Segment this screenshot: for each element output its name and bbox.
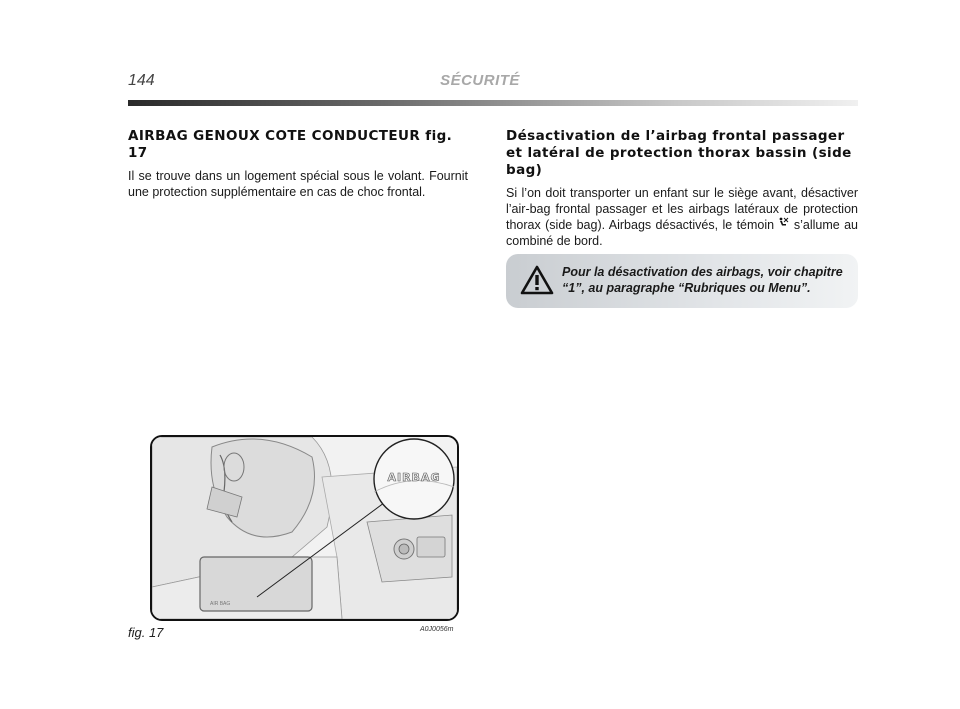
warning-text: Pour la désactivation des airbags, voir chapitre “1”, au paragraphe “Rubriques ou Menu”.	[562, 265, 843, 295]
warning-box	[506, 254, 858, 308]
right-column	[506, 128, 858, 249]
warning-triangle-icon	[520, 265, 554, 295]
figure-caption: fig. 17	[128, 625, 164, 640]
knee-airbag-heading: AIRBAG GENOUX COTE CONDUCTEUR fig. 17	[128, 128, 453, 161]
magnified-airbag-label: AIRBAG	[387, 471, 441, 484]
knee-airbag-description: Il se trouve dans un logement spécial sous le volant. Fournit une protection supplémentaire en cas de choc frontal.	[128, 169, 468, 199]
deactivation-description	[506, 185, 858, 249]
header-rule	[128, 100, 858, 106]
deactivation-text-end: s’allume au combiné de bord.	[506, 218, 859, 248]
airbag-off-indicator-icon	[778, 216, 789, 232]
page-number: 144	[128, 72, 155, 89]
section-title: SÉCURITÉ	[440, 72, 520, 89]
left-column	[128, 128, 468, 200]
deactivation-text-start: Si l’on doit transporter un enfant sur le siège avant, désactiver l’air-bag frontal passager et les airbags latéraux de protection thorax (side bag). Airbags désactivés, le témoin	[506, 186, 858, 232]
panel-label: AIR BAG	[210, 601, 231, 607]
deactivation-heading: Désactivation de l’airbag frontal passager et latéral de protection thorax bassin (side bag)	[506, 128, 852, 178]
figure-illustration	[150, 435, 459, 621]
figure-code: A0J0056m	[420, 626, 454, 633]
